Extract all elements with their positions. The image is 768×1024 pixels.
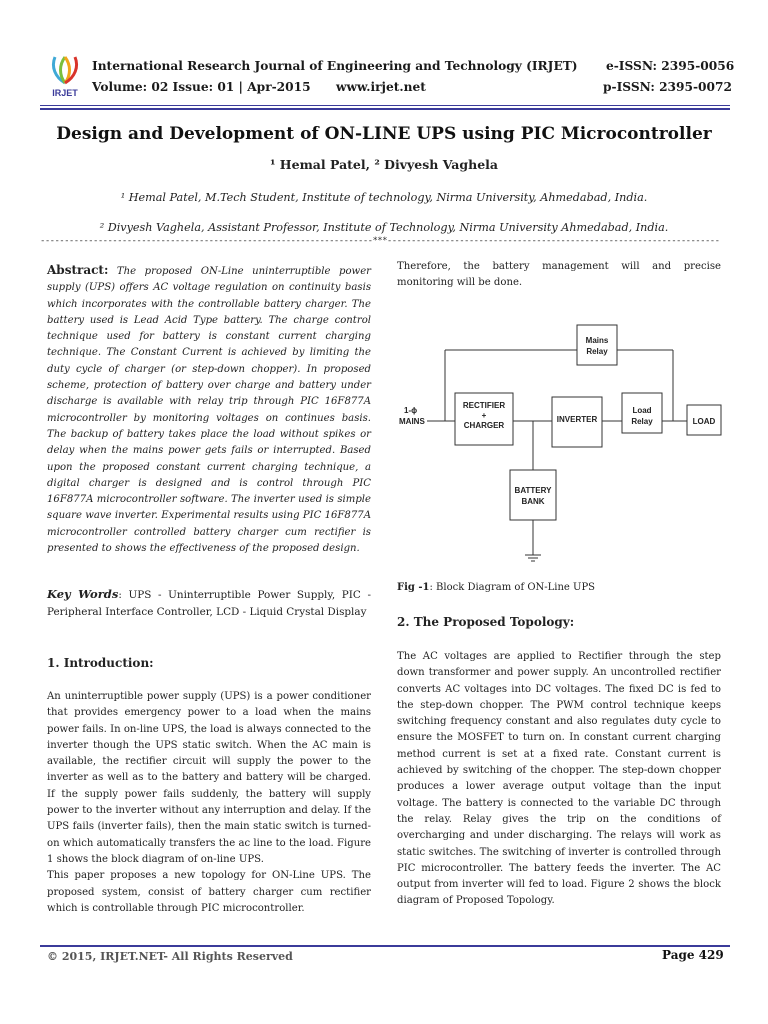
keywords-heading: Key Words — [47, 587, 119, 601]
author-list: ¹ Hemal Patel, ² Divyesh Vaghela — [269, 157, 498, 172]
battery-label-2: BANK — [521, 497, 545, 506]
load-relay-label-1: Load — [632, 406, 652, 415]
abstract — [47, 262, 371, 557]
mains-relay-box — [577, 325, 617, 365]
copyright: © 2015, IRJET.NET- All Rights Reserved — [47, 950, 293, 963]
abstract-text: The proposed ON-Line uninterruptible power supply (UPS) offers AC voltage regulation on continuity basis which incorporates with the controllable battery charger. The battery used is Lead Acid Type battery. The charge control technique used for battery is constant current charging technique. The Constant Current is achieved by limiting the duty cycle of charger (or step-down chopper). In proposed scheme, protection of battery over charge and battery under discharge is available with relay trip through PIC 16F877A microcontroller by monitoring voltages on continues basis. The backup of battery takes place the load without spikes or delay when the mains power gets fails or interrupted. Based upon the proposed constant current charging technique, a digital charger is designed and is control through PIC 16F877A microcontroller software. The inverter used is simple square wave inverter. Experimental results using PIC 16F877A microcontroller controlled battery charger cum rectifier is presented to shows the effectiveness of the proposed design. — [47, 266, 371, 555]
topology-body: The AC voltages are applied to Rectifier through the step down transformer and power supply. An uncontrolled rectifier converts AC voltages into DC voltages. The fixed DC is fed to the step-down chopper. The PWM control technique keeps switching frequency constant and also regulates duty cycle to ensure the MOSFET to turn on. In constant current charging method current is set at a fixed rate. Constant current is achieved by switching of the chopper. The step-down chopper produces a lower average output voltage than the input voltage. The battery is connected to the variable DC through the relay. Relay gives the trip on the conditions of overcharging and under discharging. The relays will work as static switches. The switching of inverter is controlled through PIC microcontroller. The battery feeds the inverter. The AC output from inverter will fed to load. Figure 2 shows the block diagram of Proposed Topology. — [397, 651, 721, 907]
intro-body — [47, 689, 371, 917]
keywords — [47, 586, 371, 621]
block-diagram — [397, 315, 727, 585]
journal-name: International Research Journal of Engineering and Technology (IRJET) — [92, 59, 578, 73]
svg-text:IRJET: IRJET — [52, 88, 78, 98]
continued-text: Therefore, the battery management will and precise monitoring will be done. — [397, 261, 721, 289]
figure-caption-text: : Block Diagram of ON-Line UPS — [429, 582, 596, 593]
topology-heading: 2. The Proposed Topology: — [397, 615, 575, 629]
section-separator: ---------------------------------------------------------------------***--------------------------------------------------------------------- — [40, 236, 720, 246]
inverter-label: INVERTER — [556, 415, 598, 424]
load-label: LOAD — [692, 417, 716, 426]
affiliation-1: ¹ Hemal Patel, M.Tech Student, Institute of technology, Nirma University, Ahmedabad, India. — [120, 191, 648, 204]
intro-paragraph-2: This paper proposes a new topology for ON-Line UPS. The proposed system, consist of battery charger cum rectifier which is controllable through PIC microcontroller. — [47, 870, 371, 914]
issue-info: Volume: 02 Issue: 01 | Apr-2015 — [92, 80, 311, 94]
rectifier-label-1: RECTIFIER — [462, 401, 506, 410]
battery-label-1: BATTERY — [514, 486, 552, 495]
journal-url[interactable]: www.irjet.net — [336, 80, 426, 94]
battery-box — [510, 470, 556, 520]
irjet-logo — [45, 53, 85, 99]
intro-heading: 1. Introduction: — [47, 656, 154, 670]
load-relay-label-2: Relay — [631, 417, 653, 426]
rectifier-label-2: + — [481, 411, 487, 420]
page-number: Page 429 — [662, 948, 724, 962]
mains-label-2: MAINS — [399, 417, 425, 426]
footer-rule — [40, 945, 730, 947]
rectifier-label-3: CHARGER — [463, 421, 505, 430]
e-issn: e-ISSN: 2395-0056 — [606, 59, 735, 73]
paper-title: Design and Development of ON-LINE UPS using PIC Microcontroller — [56, 124, 712, 144]
abstract-heading: Abstract: — [47, 263, 109, 277]
mains-label-1: 1-ɸ — [404, 406, 418, 415]
header-rule-thick — [40, 108, 730, 110]
mains-relay-label-2: Relay — [586, 347, 608, 356]
affiliation-2: ² Divyesh Vaghela, Assistant Professor, Institute of Technology, Nirma University Ahmedabad, India. — [99, 221, 669, 234]
header-rule — [40, 105, 730, 106]
figure-caption — [397, 582, 595, 593]
keywords-text: : UPS - Uninterruptible Power Supply, PIC - Peripheral Interface Controller, LCD - Liquid Crystal Display — [47, 589, 371, 618]
figure-caption-lead: Fig -1 — [397, 582, 430, 593]
intro-paragraph-1: An uninterruptible power supply (UPS) is a power conditioner that provides emergency power to a load when the mains power fails. In on-line UPS, the load is always connected to the inverter though the UPS static switch. When the AC main is available, the rectifier circuit will supply the power to the inverter as well as to the battery and battery will be charged. If the supply power fails suddenly, the battery will supply power to the inverter without any interruption and delay. If the UPS fails (inverter fails), then the main static switch is turned-on which automatically transfers the ac line to the load. Figure 1 shows the block diagram of on-line UPS. — [47, 691, 371, 865]
p-issn: p-ISSN: 2395-0072 — [603, 80, 732, 94]
mains-relay-label-1: Mains — [585, 336, 609, 345]
